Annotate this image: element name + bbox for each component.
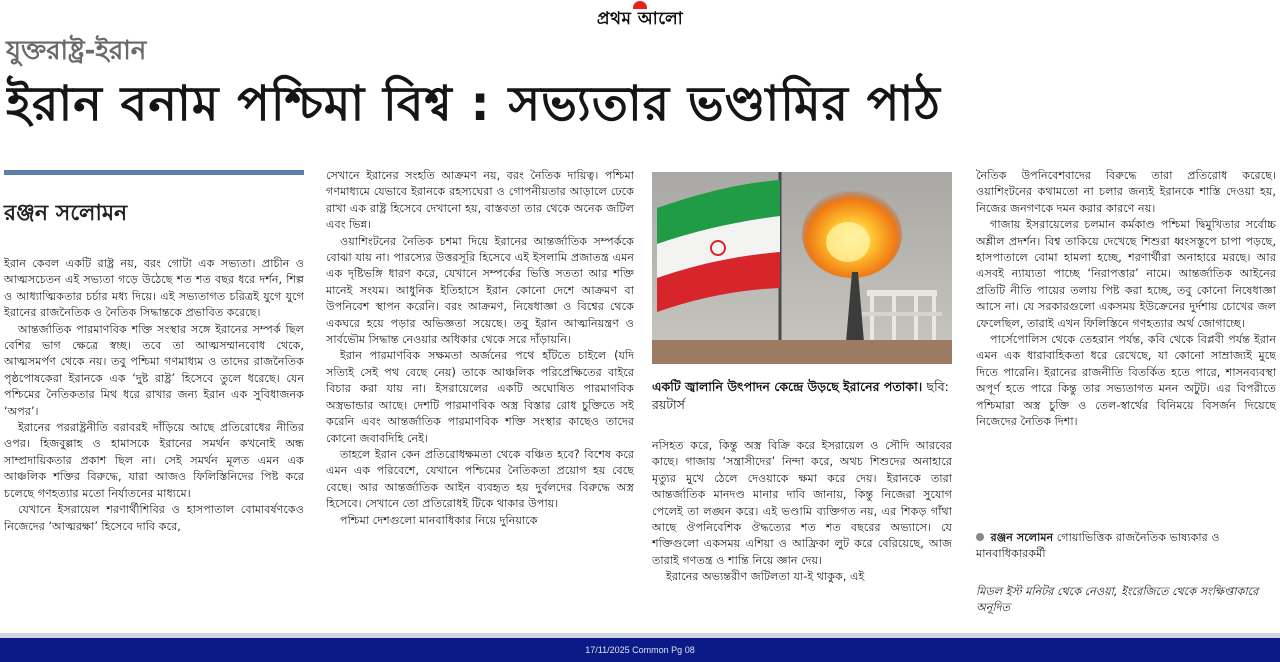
article-column-2 bbox=[326, 168, 634, 618]
photo-credit: ছবি: রয়টার্স bbox=[652, 379, 949, 412]
paragraph: ওয়াশিংটনের নৈতিক চশমা দিয়ে ইরানের আন্তর্জাতিক সম্পর্ককে বোঝা যায় না। পারস্যের উত্তরসূরি হিসেবে এই ইসলামি প্রজাতন্ত্র এমন এক দৃষ্টিভঙ্গি ধারণ করে, যেখানে সম্পর্কের ভিত্তি সততা আর শক্তি মানেই সংযম। আধুনিক ইতিহাসে ইরান কোনো দেশে আক্রমণ বা উপনিবেশ স্থাপন করেনি। বরং আক্রমণ, নিষেধাজ্ঞা ও বিশ্বের থেকে একঘরে হয়ে পড়ার অভিজ্ঞতা সয়েছে। তবু ইরান আত্মনিয়ন্ত্রণ ও সার্বভৌম সিদ্ধান্ত নেওয়ার অধিকার থেকে সরে দাঁড়ায়নি। bbox=[326, 234, 634, 347]
logo-sun-icon bbox=[633, 1, 647, 9]
article-headline: ইরান বনাম পশ্চিমা বিশ্ব : সভ্যতার ভণ্ডামির পাঠ bbox=[6, 76, 941, 132]
paragraph: সেখানে ইরানের সংহতি আক্রমণ নয়, বরং নৈতিক দায়িত্ব। পশ্চিমা গণমাধ্যমে যেভাবে ইরানকে রহস্যঘেরা ও গোপনীয়তার আড়ালে ঢেকে রাখা এক রাষ্ট্র হিসেবে দেখানো হয়, বাস্তবতা তার থেকে অনেক জটিল এবং ভিন্ন। bbox=[326, 169, 634, 232]
paragraph: পার্সেপোলিস থেকে তেহরান পর্যন্ত, কবি থেকে বিপ্লবী পর্যন্ত ইরান এমন এক ধারাবাহিকতা ধরে রেখেছে, যা কোনো সাম্রাজ্যই মুছে দিতে পারেনি। ইরানের রাজনীতি বিতর্কিত হতে পারে, শাসনব্যবস্থা অপূর্ণ হতে পারে কিন্তু তার সভ্যতাগত মনন অটুট। এর বিপরীতে পশ্চিমারা অস্ত্র চুক্তি ও তেল-স্বার্থের বিনিময়ে বিসর্জন দিয়েছে নিজেদের নৈতিক দিশা। bbox=[976, 333, 1276, 429]
masthead bbox=[0, 2, 1280, 28]
photo-caption bbox=[652, 378, 952, 414]
paragraph: তাহলে ইরান কেন প্রতিরোধক্ষমতা থেকে বঞ্চিত হবে? বিশেষ করে এমন এক পরিবেশে, যেখানে পশ্চিমের নৈতিকতা প্রয়োগ হয় বেছে বেছে। আর আন্তর্জাতিক আইন ব্যবহৃত হয় দুর্বলদের বিরুদ্ধে অস্ত্র হিসেবে। সেখানে তো প্রতিরোধই টিকে থাকার উপায়। bbox=[326, 447, 634, 511]
article-column-4 bbox=[976, 168, 1276, 528]
logo-text: প্রথম আলো bbox=[596, 9, 684, 29]
article-column-3 bbox=[652, 438, 952, 618]
author-note bbox=[976, 530, 1276, 563]
paragraph: যেখানে ইসরায়েল শরণার্থীশিবির ও হাসপাতাল বোমাবর্ষণকেও নিজেদের ‘আত্মরক্ষা’ হিসেবে দাবি করে, bbox=[4, 503, 304, 533]
paragraph: গাজায় ইসরায়েলের চলমান কর্মকাণ্ড পশ্চিমা দ্বিমুখিতার সর্বোচ্চ অশ্লীল প্রদর্শন। বিশ্ব তাকিয়ে দেখেছে শিশুরা ধ্বংসস্তূপে চাপা পড়ছে, হাসপাতালে বোমা হামলা হচ্ছে, শরণার্থীরা অনাহারে মরছে। আর এসবই ন্যায্যতা পাচ্ছে ‘নিরাপত্তার’ নামে। আন্তর্জাতিক আইনের প্রতিটি নীতি পায়ের তলায় পিষ্ট করা হচ্ছে, তবু কোনো নিষেধাজ্ঞা আসে না। যে সরকারগুলো একসময় ইউক্রেনের দুর্দশায় চোখের জল ফেলেছিল, তারাই এখন ফিলিস্তিনে গণহত্যার অর্থ জোগাচ্ছে। bbox=[976, 218, 1276, 330]
article-column-1 bbox=[4, 256, 304, 618]
author-name: রঞ্জন সলোমন bbox=[990, 531, 1054, 544]
caption-text: একটি জ্বালানি উৎপাদন কেন্দ্রে উড়ছে ইরানের পতাকা। bbox=[652, 379, 923, 394]
paragraph: আন্তর্জাতিক পারমাণবিক শক্তি সংস্থার সঙ্গে ইরানের সম্পর্ক ছিল বেশির ভাগ ক্ষেত্রে স্বচ্ছ। তবে তা আত্মসম্মানবোধ থেকে, আত্মসমর্পণ থেকে নয়। তবু পশ্চিমা গণমাধ্যম ও তাদের রাজনৈতিক পৃষ্ঠপোষকেরা ইরানকে এক ‘দুষ্ট রাষ্ট্র’ হিসেবে তুলে ধরেছে। যেন পশ্চিমের নৈতিকতার মিথ ধরে রাখার জন্য ইরান এক সুবিধাজনক ‘অপর’। bbox=[4, 322, 304, 418]
source-note: মিডল ইস্ট মনিটর থেকে নেওয়া, ইংরেজিতে থেকে সংক্ষিপ্তাকারে অনূদিত bbox=[976, 585, 1259, 615]
paragraph: ইরানের অভ্যন্তরীণ জটিলতা যা-ই থাকুক, এই bbox=[666, 570, 865, 584]
paragraph: পশ্চিমা দেশগুলো মানবাধিকার নিয়ে দুনিয়াকে bbox=[340, 513, 538, 527]
paragraph: ইরান কেবল একটি রাষ্ট্র নয়, বরং গোটা এক সভ্যতা। প্রাচীন ও আত্মসচেতন এই সভ্যতা গড়ে উঠেছে শত শত বছর ধরে দর্শন, শিল্প ও আধ্যাত্মিকতার চর্চার মধ্য দিয়ে। এই সভ্যতাগত চরিত্রই যুগে যুগে ইরানের রাজনৈতিক ও নৈতিক সিদ্ধান্তকে প্রভাবিত করেছে। bbox=[4, 257, 304, 320]
paragraph: ইরান পারমাণবিক সক্ষমতা অর্জনের পথে হাঁটতে চাইলে (যদি সত্যিই সেই পথ বেছে নেয়) তাকে আঞ্চলিক পরিপ্রেক্ষিতের বাইরে বিচার করা যায় না। ইসরায়েলের একটি অঘোষিত পারমাণবিক অস্ত্রভান্ডার আছে। দেশটি পারমাণবিক অস্ত্র বিস্তার রোধ চুক্তিতে সই করেনি এবং আন্তর্জাতিক পারমাণবিক শক্তি সংস্থার কাছেও তাদের কোনো জবাবদিহি নেই। bbox=[326, 349, 634, 445]
section-kicker: যুক্তরাষ্ট্র-ইরান bbox=[6, 36, 147, 66]
page-footer-bar bbox=[0, 633, 1280, 662]
bullet-icon bbox=[976, 533, 984, 541]
author-description: গোয়াভিত্তিক রাজনৈতিক ভাষ্যকার ও মানবাধিকারকর্মী bbox=[976, 531, 1220, 561]
column-rule bbox=[4, 170, 304, 175]
article-photo bbox=[652, 172, 952, 364]
footer-label: 17/11/2025 Common Pg 08 bbox=[585, 645, 695, 655]
iran-flag-gas-flare-photo-icon bbox=[652, 172, 952, 364]
paragraph: নসিহত করে, কিন্তু অস্ত্র বিক্রি করে ইসরায়েল ও সৌদি আরবের কাছে। গাজায় ‘সন্ত্রাসীদের’ নিন্দা করে, অথচ শিশুদের অনাহারে মৃত্যুর মুখে ঠেলে দেওয়াকে ক্ষমা করে দেয়। ইরানকে তারা আন্তর্জাতিক মানদণ্ড মানার দাবি জানায়, কিন্তু নিজেরা সুযোগ পেলেই তা লঙ্ঘন করে। এই ভণ্ডামি ব্যক্তিগত নয়, এর শিকড় গাঁথা আছে ঔপনিবেশিক ঔদ্ধত্যের শত শত বছরের অভ্যাসে। যে শক্তিগুলো একসময় এশিয়া ও আফ্রিকা লুট করে বেরিয়েছে, আজ তারাই গণতন্ত্র ও শান্তি নিয়ে জ্ঞান দেয়। bbox=[652, 439, 952, 567]
paragraph: নৈতিক উপনিবেশবাদের বিরুদ্ধে তারা প্রতিরোধ করেছে। ওয়াশিংটনের কথামতো না চলার জন্যই ইরানকে শাস্তি দেওয়া হয়, নিজের জনগণকে দমন করার কারণে নয়। bbox=[976, 169, 1276, 215]
prothom-alo-logo bbox=[597, 2, 683, 34]
byline: রঞ্জন সলোমন bbox=[4, 201, 128, 226]
paragraph: ইরানের পররাষ্ট্রনীতি বরাবরই দাঁড়িয়ে আছে প্রতিরোধের নীতির ওপর। হিজবুল্লাহ ও হামাসকে ইরানের সমর্থন কখনোই অন্ধ সাম্প্রদায়িকতার প্রকাশ ছিল না। সেই সমর্থন মূলত এমন এক আঞ্চলিক শক্তির বিরুদ্ধে, যারা আজও ফিলিস্তিনিদের পিষ্ট করে চলেছে গণহত্যার মতো নির্যাতনের মাধ্যমে। bbox=[4, 421, 304, 500]
